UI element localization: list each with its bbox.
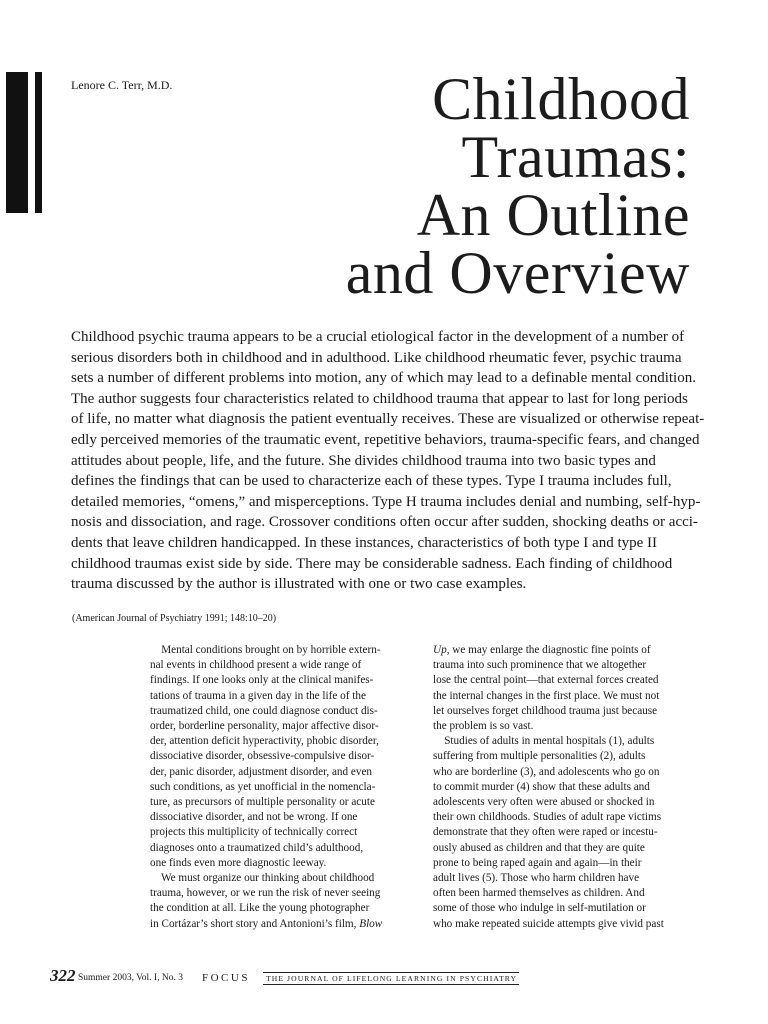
body-text-line: Up, we may enlarge the diagnostic fine points of [433, 644, 651, 656]
body-text-line: projects this multiplicity of technically correct [150, 826, 358, 839]
body-text-line: ture, as precursors of multiple personality or acute [150, 796, 375, 809]
abstract-line: childhood traumas exist side by side. There may be considerable sadness. Each finding of childhood [71, 555, 673, 572]
body-text-line: tations of trauma in a given day in the life of the [150, 689, 366, 702]
title-line: An Outline [416, 182, 690, 248]
abstract-line: edly perceived memories of the traumatic event, repetitive behaviors, trauma-specific fears, and changed [71, 431, 700, 448]
body-text-line: trauma into such prominence that we altogether [433, 659, 647, 672]
abstract [71, 327, 705, 595]
body-text-line: who are borderline (3), and adolescents who go on [433, 765, 660, 778]
abstract-line: attitudes about people, life, and the future. She divides childhood trauma into two basic types and [71, 452, 656, 469]
body-text-line: the internal changes in the first place. We must not [433, 689, 660, 702]
citation: (American Journal of Psychiatry 1991; 148:10–20) [72, 613, 277, 624]
body-text-line: We must organize our thinking about childhood [150, 872, 375, 885]
abstract-line: nosis and dissociation, and rage. Crossover conditions often occur after sudden, shocking deaths or acci- [71, 514, 698, 531]
body-column-left [150, 643, 413, 932]
body-text-line: findings. If one looks only at the clinical manifes- [150, 674, 374, 687]
body-text-line: dissociative disorder, obsessive-compulsive disor- [150, 750, 375, 763]
body-text-line: such conditions, as yet unofficial in the nomencla- [150, 780, 376, 793]
issue-info: Summer 2003, Vol. I, No. 3 [78, 973, 183, 983]
article-title [345, 66, 690, 306]
body-text-line: Studies of adults in mental hospitals (1), adults [433, 735, 655, 748]
body-text-line: demonstrate that they often were raped or incestu- [433, 826, 658, 839]
journal-name: FOCUS [202, 972, 250, 984]
body-text-line: let ourselves forget childhood trauma just because [433, 704, 658, 717]
decorative-bar-thick [6, 72, 28, 213]
abstract-line: trauma discussed by the author is illustrated with one or two case examples. [71, 576, 527, 593]
author-name: Lenore C. Terr, M.D. [71, 78, 173, 92]
body-text-line: adult lives (5). Those who harm children have [433, 872, 640, 885]
body-text-line: dissociative disorder, and not be wrong. If one [150, 811, 358, 824]
body-text-line: ously abused as children and that they are quite [433, 841, 645, 854]
body-text-line: suffering from multiple personalities (2), adults [433, 750, 646, 763]
title-line: and Overview [345, 240, 690, 306]
body-text-line: traumatized child, one could diagnose conduct dis- [150, 704, 378, 717]
abstract-line: detailed memories, “omens,” and misperceptions. Type H trauma includes denial and numbing, self-hyp- [71, 493, 701, 510]
body-text-line: one finds even more diagnostic leeway. [150, 856, 327, 869]
body-text-line: some of those who indulge in self-mutilation or [433, 902, 646, 915]
body-text-line: the condition at all. Like the young photographer [150, 902, 370, 915]
body-text-line: diagnoses onto a traumatized child’s adulthood, [150, 841, 364, 854]
title-line: Traumas: [461, 124, 690, 190]
decorative-bar-thin [35, 72, 42, 213]
body-text-line: Mental conditions brought on by horrible extern- [150, 644, 381, 656]
abstract-line: The author suggests four characteristics related to childhood trauma that appear to last for long periods [71, 390, 688, 407]
abstract-line: Childhood psychic trauma appears to be a crucial etiological factor in the development of a number of [71, 329, 685, 345]
body-text-line: der, attention deficit hyperactivity, phobic disorder, [150, 735, 379, 748]
title-line: Childhood [432, 66, 690, 132]
body-text-line: prone to being raped again and again—in their [433, 856, 642, 869]
body-text-line: adolescents very often were abused or shocked in [433, 796, 655, 809]
journal-subtitle: THE JOURNAL OF LIFELONG LEARNING IN PSYCHIATRY [263, 972, 519, 985]
abstract-line: of life, no matter what diagnosis the patient eventually receives. These are visualized or otherwise repeat- [71, 411, 705, 428]
body-column-right [433, 643, 696, 932]
body-text-line: often been harmed themselves as children. And [433, 887, 645, 900]
body-text-line: trauma, however, or we run the risk of never seeing [150, 887, 381, 900]
abstract-line: dents that leave children handicapped. In these instances, characteristics of both type I and type II [71, 534, 658, 551]
page-number: 322 [50, 966, 76, 985]
body-text-line: in Cortázar’s short story and Antonioni’s film, Blow [150, 917, 383, 930]
body-text-line: der, panic disorder, adjustment disorder, and even [150, 765, 373, 778]
abstract-line: serious disorders both in childhood and in adulthood. Like childhood rheumatic fever, psychic trauma [71, 349, 682, 366]
body-text-line: order, borderline personality, major affective disor- [150, 720, 379, 733]
body-text-line: lose the central point—that external forces created [433, 674, 659, 687]
body-text-line: who make repeated suicide attempts give vivid past [433, 917, 664, 930]
body-text-line: nal events in childhood present a wide range of [150, 659, 362, 672]
page-footer [50, 966, 520, 989]
abstract-line: sets a number of different problems into motion, any of which may lead to a definable mental condition. [71, 370, 696, 387]
abstract-line: defines the findings that can be used to characterize each of these types. Type I trauma includes full, [71, 473, 672, 490]
body-text-line: their own childhoods. Studies of adult rape victims [433, 811, 662, 824]
body-text-line: the problem is so vast. [433, 720, 534, 733]
body-text-line: to commit murder (4) show that these adults and [433, 780, 650, 793]
